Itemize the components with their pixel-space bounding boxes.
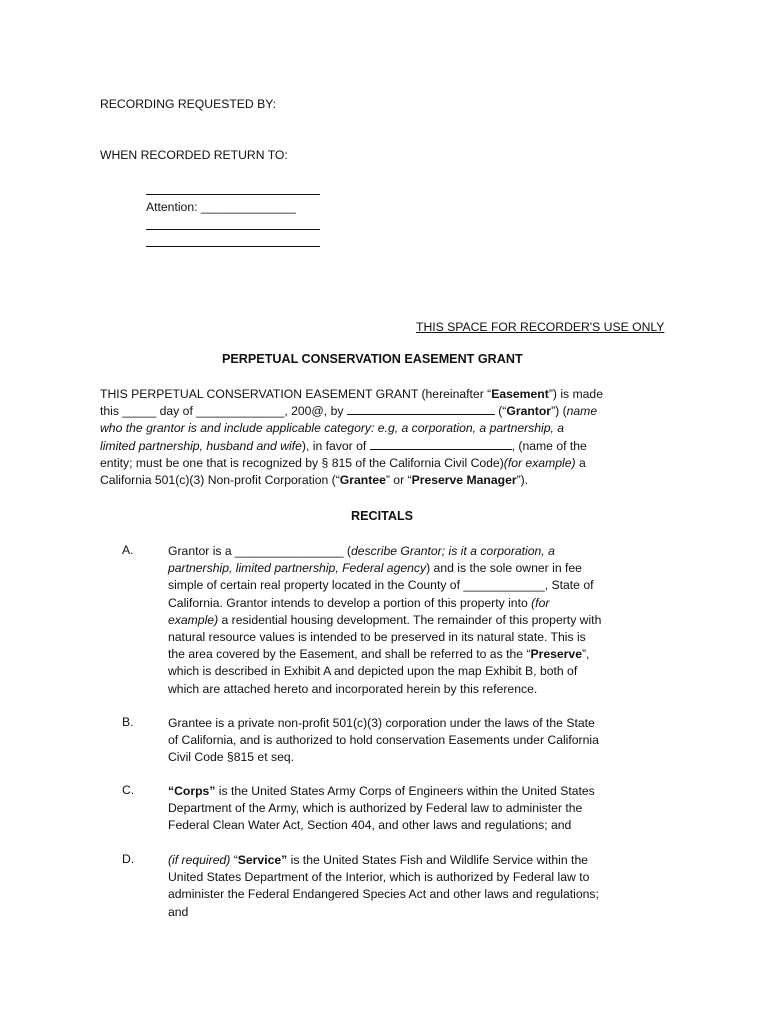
return-to-label: WHEN RECORDED RETURN TO: [100,148,288,162]
recital-a-text: Grantor is a ________________ (describe Grantor; is it a corporation, a partnership, limited partnership, Federal agency) and is the sole owner in fee simple of certain real property located in the County of ____________, State of California. Grantor intends to develop a portion of this property into (for example) a residential housing development. The remainder of this property with natural resource values is intended to be preserved in its natural state. This is the area covered by the Easement, and shall be referred to as the “Preserve”, which is described in Exhibit A and depicted upon the map Exhibit B, both of which are attached hereto and incorporated herein by this reference. [168,544,602,696]
recital-b-letter: B. [122,715,134,729]
recital-c-letter: C. [122,783,135,797]
address-line-2 [146,229,320,230]
recital-d-text: (if required) “Service” is the United States Fish and Wildlife Service within the United States Department of the Interior, which is authorized by Federal law to administer the Federal Endangered Species Act and other laws and regulations; and [168,853,599,919]
attention-line: Attention: ______________ [146,200,296,214]
recital-c-text: “Corps” is the United States Army Corps of Engineers within the United States Department of the Army, which is authorized by Federal law to administer the Federal Clean Water Act, Section 404, and other laws and regulations; and [168,784,595,833]
recital-d-letter: D. [122,852,135,866]
recital-b-text: Grantee is a private non-profit 501(c)(3) corporation under the laws of the State of California, and is authorized to hold conservation Easements under California Civil Code §815 et seq. [168,716,599,765]
recorder-use-label: THIS SPACE FOR RECORDER'S USE ONLY [416,320,665,334]
address-line-1 [146,194,320,195]
address-line-3 [146,246,320,247]
intro-paragraph: THIS PERPETUAL CONSERVATION EASEMENT GRANT (hereinafter “Easement”) is made this _____ day of _____________, 200@, by (“Grantor”) (name who the grantor is and include applicable category: e.g, a corporation, a partnership, a limited partnership, husband and wife), in favor of , (name of the entity; must be one that is recognized by § 815 of the California Civil Code)(for example) a California 501(c)(3) Non-profit Corporation (“Grantee” or “Preserve Manager”). [100,387,603,488]
recital-a-letter: A. [122,543,134,557]
grantee-name-blank [370,438,512,450]
grantor-name-blank [347,403,495,415]
document-title: PERPETUAL CONSERVATION EASEMENT GRANT [222,352,523,366]
recitals-heading: RECITALS [351,509,414,523]
recording-requested-label: RECORDING REQUESTED BY: [100,97,277,111]
